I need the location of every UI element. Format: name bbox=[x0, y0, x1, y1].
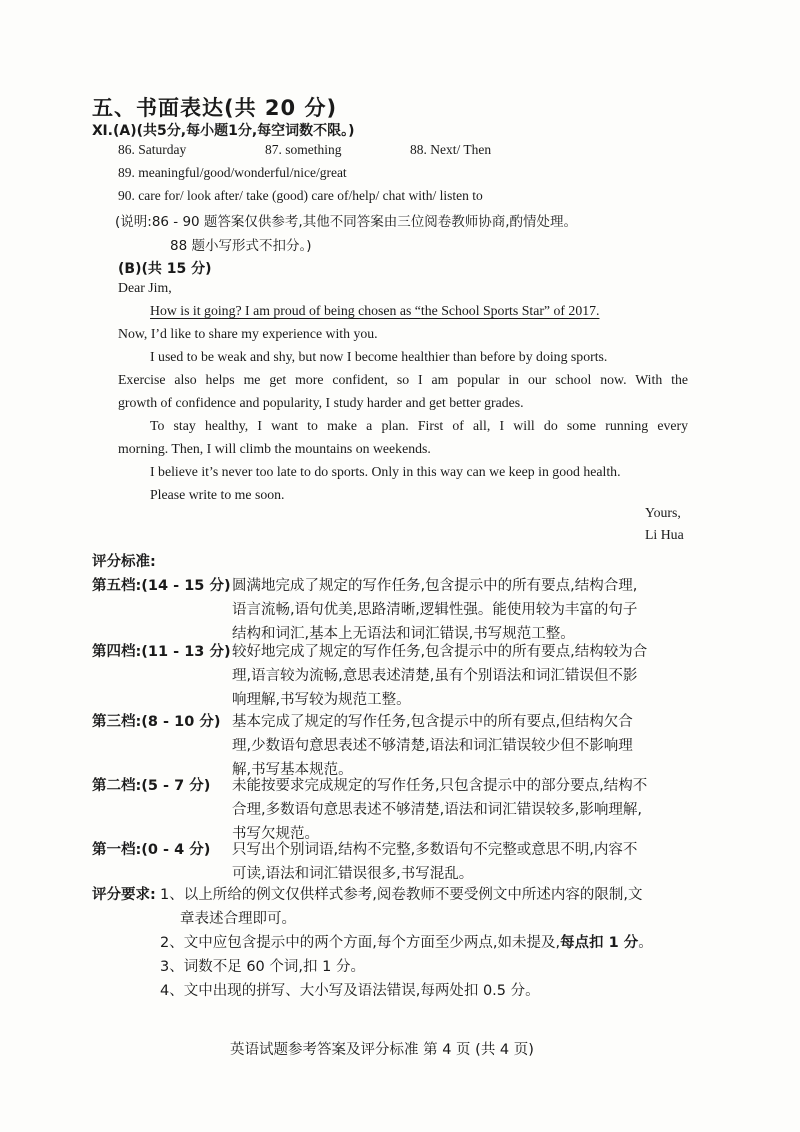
note-line-1: (说明:86 - 90 题答案仅供参考,其他不同答案由三位阅卷教师协商,酌情处理。 bbox=[115, 214, 577, 230]
letter-line: growth of confidence and popularity, I study harder and get better grades. bbox=[118, 395, 524, 410]
grading-heading: 评分标准: bbox=[92, 554, 156, 570]
requirement-2-penalty: 每点扣 1 分 bbox=[560, 935, 639, 951]
letter-closing: Yours, bbox=[645, 505, 681, 520]
requirements-heading: 评分要求: bbox=[92, 887, 156, 903]
tier-1-text: 可读,语法和词汇错误很多,书写混乱。 bbox=[232, 866, 474, 882]
note-line-2: 88 题小写形式不扣分。) bbox=[170, 238, 312, 254]
tier-5-text: 语言流畅,语句优美,思路清晰,逻辑性强。能使用较为丰富的句子 bbox=[232, 602, 638, 618]
requirement-2-end: 。 bbox=[638, 935, 653, 951]
answer-88: 88. Next/ Then bbox=[410, 142, 492, 157]
letter-line: Now, I’d like to share my experience with you. bbox=[118, 326, 378, 341]
letter-greeting: Dear Jim, bbox=[118, 280, 172, 295]
tier-3-label: 第三档:(8 - 10 分) bbox=[92, 714, 221, 730]
answer-90: 90. care for/ look after/ take (good) care of/help/ chat with/ listen to bbox=[118, 188, 483, 203]
part-b-label: (B)(共 15 分) bbox=[118, 261, 212, 277]
letter-line: How is it going? I am proud of being chosen as “the School Sports Star” of 2017. bbox=[150, 303, 600, 318]
page-footer: 英语试题参考答案及评分标准 第 4 页 (共 4 页) bbox=[230, 1042, 534, 1058]
requirement-4: 4、文中出现的拼写、大小写及语法错误,每两处扣 0.5 分。 bbox=[160, 983, 540, 999]
tier-4-text: 理,语言较为流畅,意思表述清楚,虽有个别语法和词汇错误但不影 bbox=[232, 668, 638, 684]
answer-87: 87. something bbox=[265, 142, 342, 157]
tier-2-text: 未能按要求完成规定的写作任务,只包含提示中的部分要点,结构不 bbox=[232, 778, 648, 794]
letter-signature: Li Hua bbox=[645, 527, 684, 542]
tier-4-text: 响理解,书写较为规范工整。 bbox=[232, 692, 411, 708]
answer-89: 89. meaningful/good/wonderful/nice/great bbox=[118, 165, 347, 180]
tier-4-text: 较好地完成了规定的写作任务,包含提示中的所有要点,结构较为合 bbox=[232, 644, 648, 660]
tier-4-label: 第四档:(11 - 13 分) bbox=[92, 644, 231, 660]
tier-5-label: 第五档:(14 - 15 分) bbox=[92, 578, 231, 594]
section-title: 五、书面表达(共 20 分) bbox=[92, 96, 338, 120]
tier-1-text: 只写出个别词语,结构不完整,多数语句不完整或意思不明,内容不 bbox=[232, 842, 638, 858]
letter-line: To stay healthy, I want to make a plan. First of all, I will do some running every bbox=[150, 418, 688, 433]
requirement-3: 3、词数不足 60 个词,扣 1 分。 bbox=[160, 959, 365, 975]
tier-2-text: 合理,多数语句意思表述不够清楚,语法和词汇错误较多,影响理解, bbox=[232, 802, 642, 818]
requirement-1: 1、以上所给的例文仅供样式参考,阅卷教师不要受例文中所述内容的限制,文 bbox=[160, 887, 643, 903]
letter-line: morning. Then, I will climb the mountains on weekends. bbox=[118, 441, 431, 456]
tier-1-label: 第一档:(0 - 4 分) bbox=[92, 842, 211, 858]
letter-line: I believe it’s never too late to do sports. Only in this way can we keep in good health. bbox=[150, 464, 621, 479]
requirement-2 bbox=[160, 931, 653, 952]
answer-86: 86. Saturday bbox=[118, 142, 187, 157]
tier-2-label: 第二档:(5 - 7 分) bbox=[92, 778, 211, 794]
letter-line: Please write to me soon. bbox=[150, 487, 285, 502]
requirement-2-text: 2、文中应包含提示中的两个方面,每个方面至少两点,如未提及, bbox=[160, 935, 561, 951]
letter-line: I used to be weak and shy, but now I become healthier than before by doing sports. bbox=[150, 349, 608, 364]
requirement-1-cont: 章表述合理即可。 bbox=[180, 911, 296, 927]
tier-3-text: 理,少数语句意思表述不够清楚,语法和词汇错误较少但不影响理 bbox=[232, 738, 633, 754]
letter-line: Exercise also helps me get more confident, so I am popular in our school now. With the bbox=[118, 372, 688, 387]
tier-5-text: 圆满地完成了规定的写作任务,包含提示中的所有要点,结构合理, bbox=[232, 578, 638, 594]
tier-3-text: 基本完成了规定的写作任务,包含提示中的所有要点,但结构欠合 bbox=[232, 714, 633, 730]
tier-3-text: 解,书写基本规范。 bbox=[232, 762, 353, 778]
tier-5-text: 结构和词汇,基本上无语法和词汇错误,书写规范工整。 bbox=[232, 626, 575, 642]
tier-2-text: 书写欠规范。 bbox=[232, 826, 319, 842]
part-a-label: Ⅺ.(A)(共5分,每小题1分,每空词数不限。) bbox=[92, 123, 355, 139]
